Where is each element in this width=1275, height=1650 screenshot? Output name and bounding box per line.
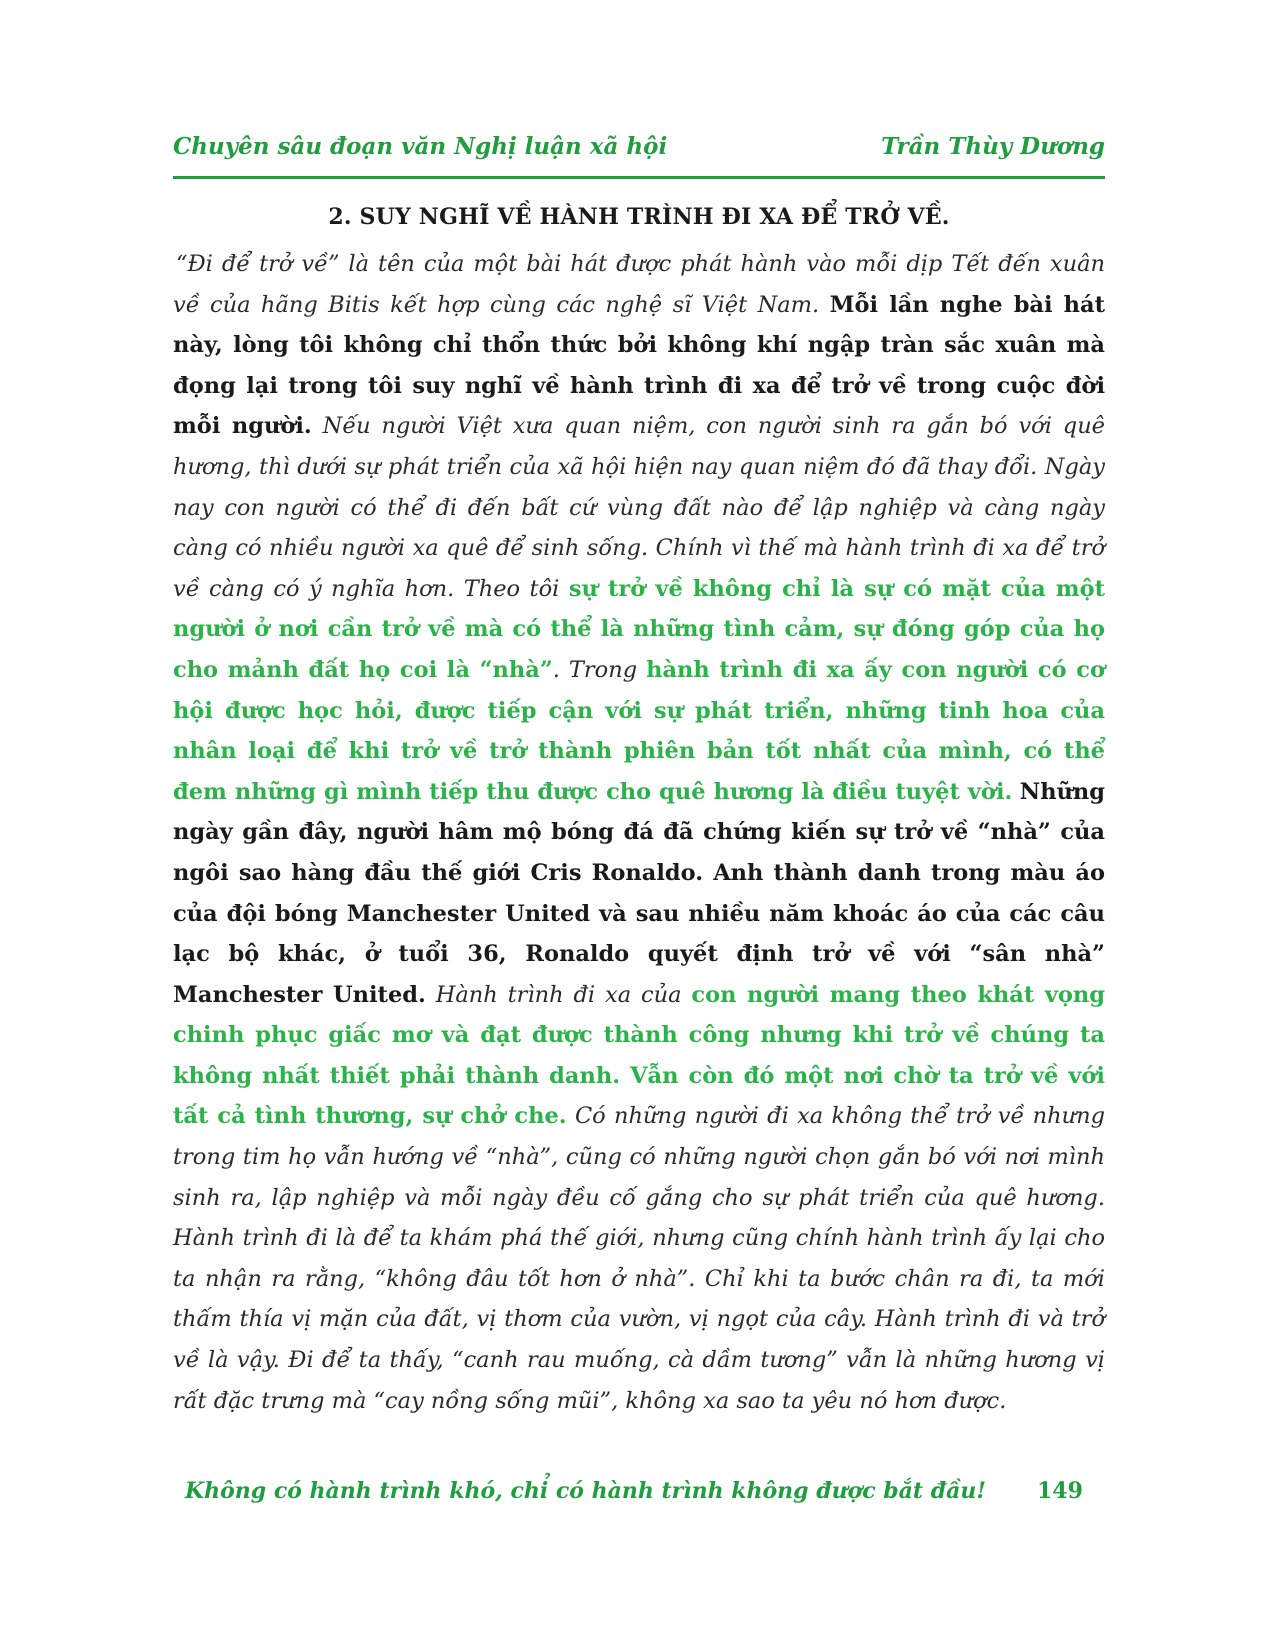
- header-divider: [173, 176, 1105, 179]
- author-name: Trần Thùy Dương: [881, 133, 1105, 160]
- essay-paragraph: [173, 244, 1105, 1421]
- transition-text: Hành trình đi xa của: [435, 981, 682, 1008]
- running-header: [173, 133, 1105, 173]
- context-text: Nếu người Việt xưa quan niệm, con người sinh ra gắn bó với quê hương, thì dưới sự phát triển của xã hội hiện nay quan niệm đó đã thay đổi. Ngày nay con người có thể đi đến bất cứ vùng đất nào để lập nghiệp và càng ngày càng có nhiều người xa quê để sinh sống. Chính vì thế mà hành trình đi xa để trở về càng có ý nghĩa hơn. Theo tôi: [173, 413, 1105, 602]
- intro-sentence: “Đi để trở về” là tên của một bài hát được phát hành vào mỗi dịp Tết đến xuân về của hãng Bitis kết hợp cùng các nghệ sĩ Việt Nam.: [173, 251, 1105, 318]
- definition-highlight: sự trở về không chỉ là sự có mặt của một người ở nơi cần trở về mà có thể là những tình cảm, sự đóng góp của họ cho mảnh đất họ coi là “nhà”: [173, 575, 1105, 683]
- page-number: 149: [1037, 1478, 1083, 1504]
- benefit-highlight: hành trình đi xa ấy con người có cơ hội được học hỏi, được tiếp cận với sự phát triển, những tinh hoa của nhân loại để khi trở về trở thành phiên bản tốt nhất của mình, có thể đem những gì mình tiếp thu được cho quê hương là điều tuyệt vời.: [173, 656, 1105, 805]
- example-text: Những ngày gần đây, người hâm mộ bóng đá đã chứng kiến sự trở về “nhà” của ngôi sao hàng đầu thế giới Cris Ronaldo. Anh thành danh trong màu áo của đội bóng Manchester United và sau nhiều năm khoác áo của các câu lạc bộ khác, ở tuổi 36, Ronaldo quyết định trở về với “sân nhà” Manchester United.: [173, 778, 1105, 1008]
- book-title: Chuyên sâu đoạn văn Nghị luận xã hội: [173, 133, 668, 160]
- conclusion-text: Có những người đi xa không thể trở về nhưng trong tim họ vẫn hướng về “nhà”, cũng có những người chọn gắn bó với nơi mình sinh ra, lập nghiệp và mỗi ngày đều cố gắng cho sự phát triển của quê hương. Hành trình đi là để ta khám phá thế giới, nhưng cũng chính hành trình ấy lại cho ta nhận ra rằng, “không đâu tốt hơn ở nhà”. Chỉ khi ta bước chân ra đi, ta mới thấm thía vị mặn của đất, vị thơm của vườn, vị ngọt của cây. Hành trình đi và trở về là vậy. Đi để ta thấy, “canh rau muống, cà dầm tương” vẫn là những hương vị rất đặc trưng mà “cay nồng sống mũi”, không xa sao ta yêu nó hơn được.: [173, 1103, 1105, 1414]
- footer-quote: Không có hành trình khó, chỉ có hành trình không được bắt đầu!: [185, 1478, 987, 1504]
- section-title: 2. SUY NGHĨ VỀ HÀNH TRÌNH ĐI XA ĐỂ TRỞ VỀ.: [328, 204, 950, 230]
- page-footer: [173, 1478, 1105, 1518]
- aspiration-highlight: con người mang theo khát vọng chinh phục giấc mơ và đạt được thành công nhưng khi trở về chúng ta không nhất thiết phải thành danh. Vẫn còn đó một nơi chờ ta trở về với tất cả tình thương, sự chở che.: [173, 981, 1106, 1130]
- thesis-sentence: Mỗi lần nghe bài hát này, lòng tôi không chỉ thổn thức bởi không khí ngập tràn sắc xuân mà đọng lại trong tôi suy nghĩ về hành trình đi xa để trở về trong cuộc đời mỗi người.: [173, 291, 1105, 440]
- connector-text: . Trong: [552, 656, 638, 683]
